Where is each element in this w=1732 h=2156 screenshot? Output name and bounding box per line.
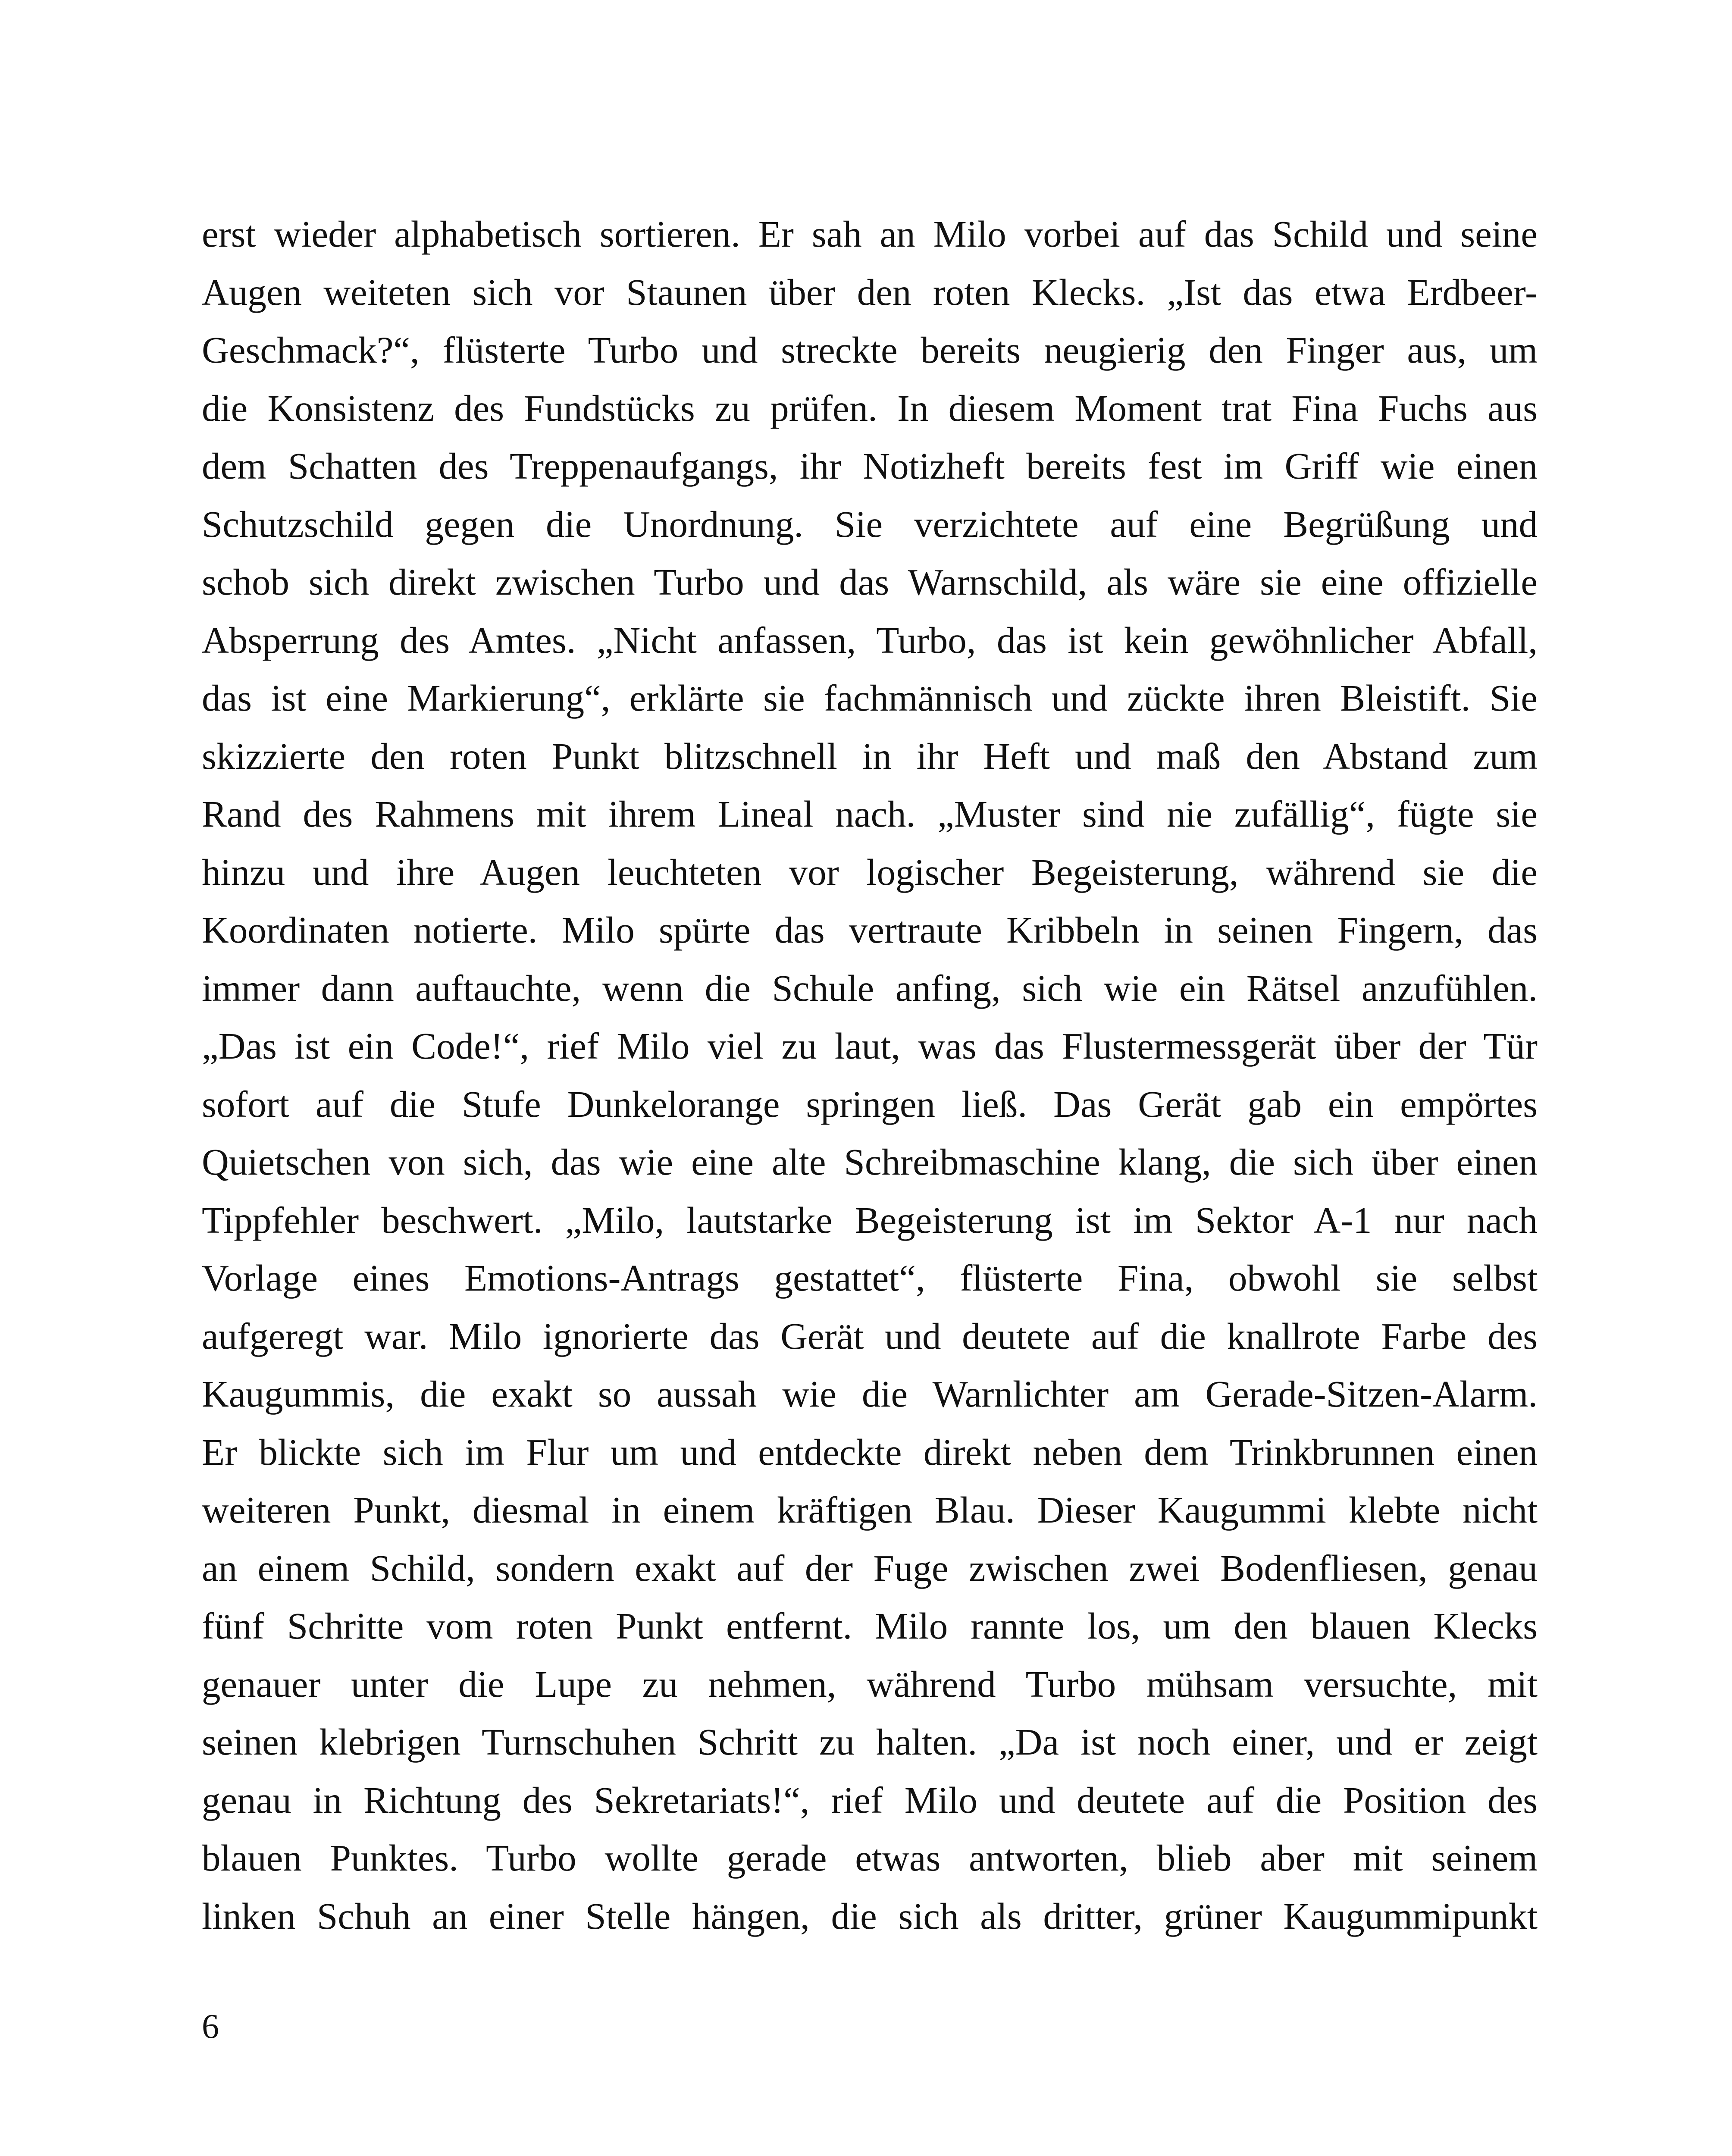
text-line: sofort auf die Stufe Dunkelorange springen ließ. Das Gerät gab ein empörtes	[202, 1083, 1538, 1125]
text-line: schob sich direkt zwischen Turbo und das Warnschild, als wäre sie eine offizielle	[202, 561, 1538, 603]
text-line: Vorlage eines Emotions-Antrags gestattet“, flüsterte Fina, obwohl sie selbst	[202, 1257, 1538, 1299]
text-line: blauen Punktes. Turbo wollte gerade etwas antworten, blieb aber mit seinem	[202, 1837, 1538, 1879]
text-line: immer dann auftauchte, wenn die Schule anfing, sich wie ein Rätsel anzufühlen.	[202, 967, 1538, 1009]
text-line: Tippfehler beschwert. „Milo, lautstarke Begeisterung ist im Sektor A-1 nur nach	[202, 1199, 1538, 1241]
text-line: Quietschen von sich, das wie eine alte Schreibmaschine klang, die sich über einen	[202, 1141, 1538, 1183]
text-line: aufgeregt war. Milo ignorierte das Gerät und deutete auf die knallrote Farbe des	[202, 1315, 1538, 1357]
text-line: Kaugummis, die exakt so aussah wie die Warnlichter am Gerade-Sitzen-Alarm.	[202, 1373, 1538, 1415]
text-line: Schutzschild gegen die Unordnung. Sie verzichtete auf eine Begrüßung und	[202, 503, 1538, 545]
text-line: Rand des Rahmens mit ihrem Lineal nach. „Muster sind nie zufällig“, fügte sie	[202, 793, 1538, 835]
text-line: an einem Schild, sondern exakt auf der Fuge zwischen zwei Bodenfliesen, genau	[202, 1547, 1538, 1589]
text-line: skizzierte den roten Punkt blitzschnell in ihr Heft und maß den Abstand zum	[202, 735, 1538, 777]
text-line: Augen weiteten sich vor Staunen über den roten Klecks. „Ist das etwa Erdbeer-	[202, 271, 1538, 313]
text-line: die Konsistenz des Fundstücks zu prüfen. In diesem Moment trat Fina Fuchs aus	[202, 387, 1538, 429]
text-line: hinzu und ihre Augen leuchteten vor logischer Begeisterung, während sie die	[202, 851, 1538, 893]
text-line: genauer unter die Lupe zu nehmen, während Turbo mühsam versuchte, mit	[202, 1663, 1538, 1705]
text-line: weiteren Punkt, diesmal in einem kräftigen Blau. Dieser Kaugummi klebte nicht	[202, 1489, 1538, 1531]
text-line: fünf Schritte vom roten Punkt entfernt. Milo rannte los, um den blauen Klecks	[202, 1605, 1538, 1647]
text-line: dem Schatten des Treppenaufgangs, ihr Notizheft bereits fest im Griff wie einen	[202, 445, 1538, 487]
text-line: seinen klebrigen Turnschuhen Schritt zu halten. „Da ist noch einer, und er zeigt	[202, 1721, 1538, 1763]
text-line: linken Schuh an einer Stelle hängen, die sich als dritter, grüner Kaugummipunkt	[202, 1895, 1538, 1937]
text-line: erst wieder alphabetisch sortieren. Er sah an Milo vorbei auf das Schild und seine	[202, 213, 1538, 255]
text-line: Koordinaten notierte. Milo spürte das vertraute Kribbeln in seinen Fingern, das	[202, 909, 1538, 951]
text-line: das ist eine Markierung“, erklärte sie fachmännisch und zückte ihren Bleistift. Sie	[202, 677, 1538, 719]
text-line: „Das ist ein Code!“, rief Milo viel zu laut, was das Flustermessgerät über der Tür	[202, 1025, 1538, 1067]
text-line: Geschmack?“, flüsterte Turbo und streckte bereits neugierig den Finger aus, um	[202, 329, 1538, 371]
page-number: 6	[202, 2008, 219, 2046]
body-text	[202, 205, 1538, 1945]
text-line: Absperrung des Amtes. „Nicht anfassen, Turbo, das ist kein gewöhnlicher Abfall,	[202, 619, 1538, 661]
text-line: genau in Richtung des Sekretariats!“, rief Milo und deutete auf die Position des	[202, 1779, 1538, 1821]
text-line: Er blickte sich im Flur um und entdeckte direkt neben dem Trinkbrunnen einen	[202, 1431, 1538, 1473]
